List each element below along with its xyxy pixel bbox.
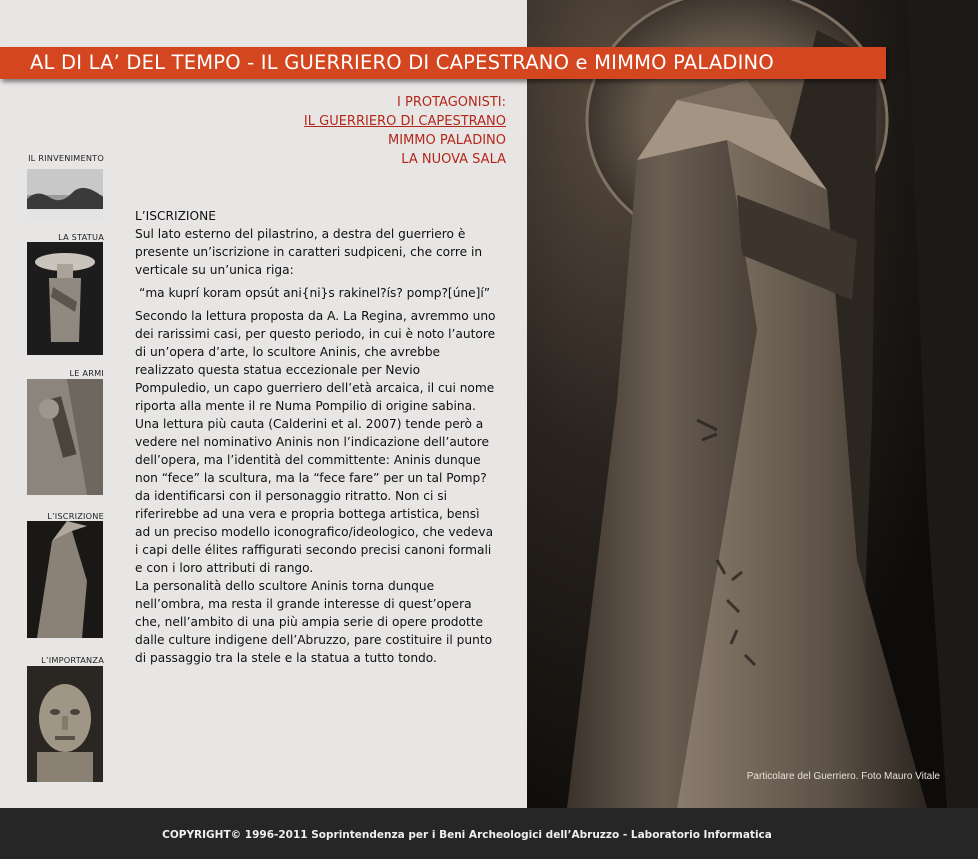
page-title: AL DI LA’ DEL TEMPO - IL GUERRIERO DI CAPESTRANO e MIMMO PALADINO <box>30 51 774 74</box>
inscription-thumbnail-image <box>27 521 103 638</box>
thumb-importanza[interactable] <box>27 666 103 782</box>
menu-item-paladino[interactable]: MIMMO PALADINO <box>388 133 506 148</box>
article-content <box>135 207 497 667</box>
inscription-quote: “ma kuprí koram opsút ani{ni}s rakinel?ís? pomp?[úne]í” <box>139 286 491 300</box>
article-paragraph-3: La personalità dello scultore Aninis torna dunque nell’ombra, ma resta il grande interesse di quest’opera che, nell’ambito di una più ampia serie di opere prodotte dalle culture indigene dell’Abruzzo, pare costituire il punto di passaggio tra la stele e la statua a tutto tondo. <box>135 579 493 665</box>
article-paragraph-1: Secondo la lettura proposta da A. La Regina, avremmo uno dei rarissimi casi, per questo periodo, in cui è noto l’autore di un’opera d’arte, lo scultore Aninis, che avrebbe realizzato questa statua eccezionale per Nevio Pompuledio, un capo guerriero dell’età arcaica, il cui nome riporta alla mente il re Numa Pompilio di origine sabina. <box>135 309 496 413</box>
footer <box>0 808 978 859</box>
weapons-thumbnail-image <box>27 379 103 495</box>
thumb-label-statua[interactable]: LA STATUA <box>58 232 104 242</box>
menu-item-nuova-sala[interactable]: LA NUOVA SALA <box>401 152 506 167</box>
menu-heading: I PROTAGONISTI: <box>397 95 506 110</box>
article-paragraph-2: Una lettura più cauta (Calderini et al. 2007) tende però a vedere nel nominativo Aninis non l’indicazione dell’autore dell’opera, ma l’identità del committente: Aninis dunque non “fece” la scultura, ma la “fece fare” per un tal Pomp? da identificarsi con il personaggio ritratto. Non ci si riferirebbe ad una vera e propria bottega artistica, bensì ad un preciso modello iconografico/ideologico, che vedeva i capi delle élites raffigurati secondo precisi canoni formali e con i loro attributi di rango. <box>135 417 494 575</box>
thumb-iscrizione[interactable] <box>27 521 103 638</box>
thumb-label-rinvenimento[interactable]: IL RINVENIMENTO <box>28 153 104 163</box>
thumb-label-armi[interactable]: LE ARMI <box>69 368 104 378</box>
landscape-thumbnail-image <box>27 169 103 221</box>
thumb-label-iscrizione[interactable]: L’ISCRIZIONE <box>47 511 104 521</box>
thumb-statua[interactable] <box>27 242 103 355</box>
protagonisti-menu <box>304 93 506 169</box>
thumb-armi[interactable] <box>27 379 103 495</box>
article-intro: Sul lato esterno del pilastrino, a destra del guerriero è presente un’iscrizione in caratteri sudpiceni, che corre in verticale su un’unica riga: <box>135 227 483 277</box>
warrior-photo <box>527 0 978 808</box>
statue-thumbnail-image <box>27 242 103 355</box>
menu-item-guerriero[interactable]: IL GUERRIERO DI CAPESTRANO <box>303 114 506 129</box>
photo-caption: Particolare del Guerriero. Foto Mauro Vitale <box>746 771 940 782</box>
article-heading: L’ISCRIZIONE <box>135 209 216 223</box>
copyright-text: COPYRIGHT© 1996-2011 Soprintendenza per i Beni Archeologici dell’Abruzzo - Laboratorio Informatica <box>162 829 772 841</box>
statue-detail-image <box>527 0 978 808</box>
thumb-label-importanza[interactable]: L’IMPORTANZA <box>41 655 104 665</box>
face-thumbnail-image <box>27 666 103 782</box>
title-bar <box>0 47 886 79</box>
thumb-rinvenimento[interactable] <box>27 169 103 221</box>
